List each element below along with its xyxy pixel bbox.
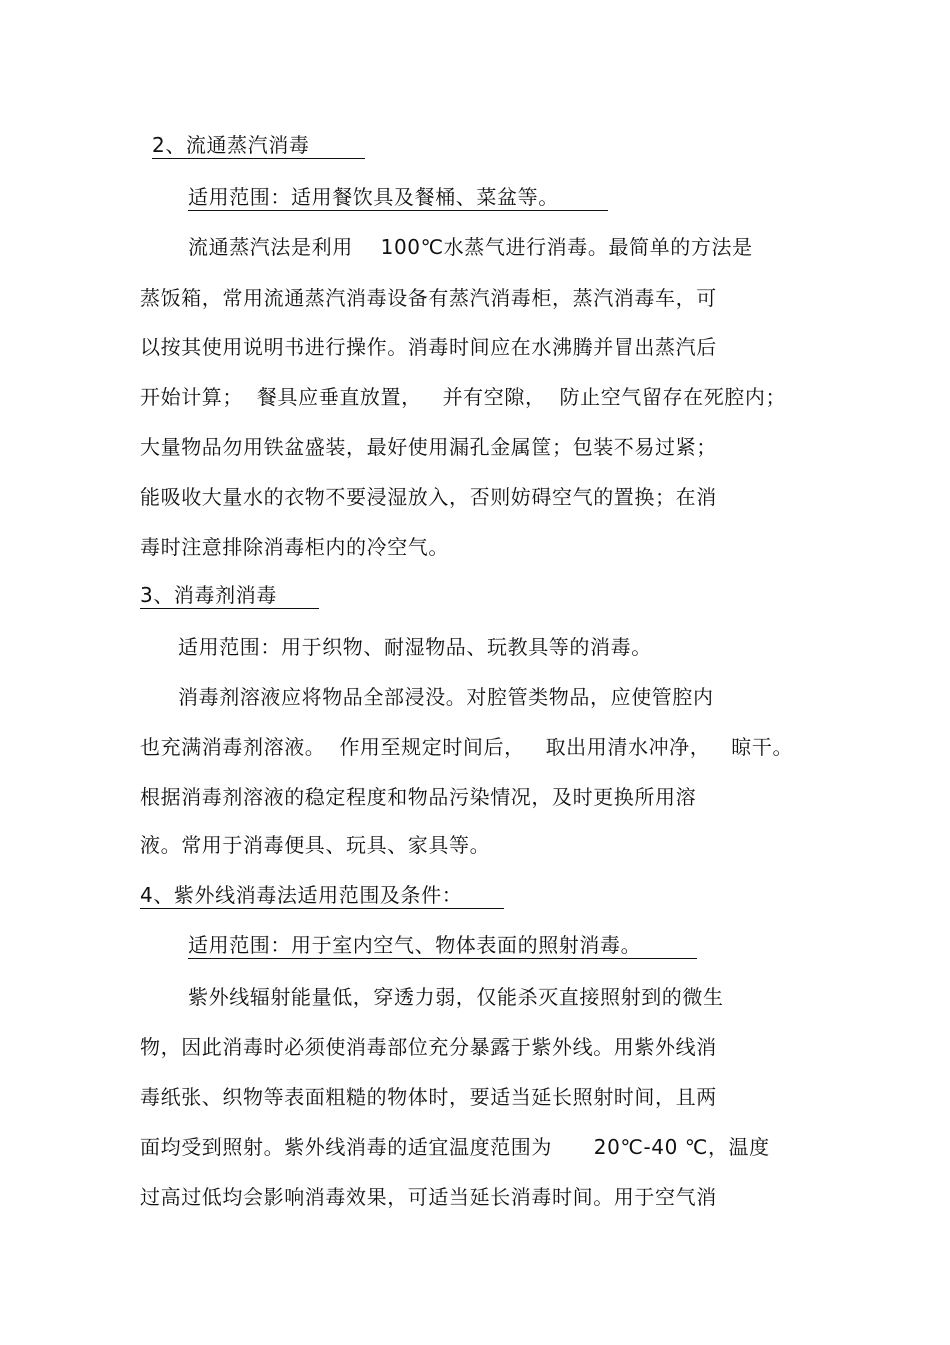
- paragraph-line: 蒸饭箱，常用流通蒸汽消毒设备有蒸汽消毒柜，蒸汽消毒车，可: [140, 286, 717, 310]
- paragraph-line: 根据消毒剂溶液的稳定程度和物品污染情况，及时更换所用溶: [140, 785, 697, 809]
- heading-underline-tail: [462, 882, 504, 909]
- section-heading-uv: [140, 882, 504, 909]
- heading-text: 2、流通蒸汽消毒: [152, 133, 310, 157]
- heading-underline-tail: [277, 582, 319, 609]
- scope-text: 适用范围：适用餐饮具及餐桶、菜盆等。: [188, 185, 559, 209]
- scope-uv: [188, 932, 697, 959]
- paragraph-line: 也充满消毒剂溶液。 作用至规定时间后， 取出用清水冲净， 晾干。: [140, 735, 794, 759]
- paragraph-line: 液。常用于消毒便具、玩具、家具等。: [140, 833, 491, 857]
- paragraph-line: 面均受到照射。紫外线消毒的适宜温度范围为 20℃-40 ℃，温度: [140, 1135, 770, 1159]
- paragraph-line: 流通蒸汽法是利用 100℃水蒸气进行消毒。最简单的方法是: [188, 235, 753, 259]
- paragraph-line: 开始计算； 餐具应垂直放置， 并有空隙， 防止空气留存在死腔内；: [140, 385, 787, 409]
- paragraph-line: 毒时注意排除消毒柜内的冷空气。: [140, 535, 449, 559]
- scope-disinfectant: 适用范围：用于织物、耐湿物品、玩教具等的消毒。: [178, 635, 652, 659]
- paragraph-line: 紫外线辐射能量低，穿透力弱，仅能杀灭直接照射到的微生: [188, 985, 724, 1009]
- heading-text: 3、消毒剂消毒: [140, 583, 277, 607]
- paragraph-line: 以按其使用说明书进行操作。消毒时间应在水沸腾并冒出蒸汽后: [140, 335, 717, 359]
- scope-steam: [188, 184, 608, 211]
- paragraph-line: 物，因此消毒时必须使消毒部位充分暴露于紫外线。用紫外线消: [140, 1035, 717, 1059]
- paragraph-line: 能吸收大量水的衣物不要浸湿放入，否则妨碍空气的置换；在消: [140, 485, 717, 509]
- scope-text: 适用范围：用于室内空气、物体表面的照射消毒。: [188, 933, 642, 957]
- section-heading-steam: [152, 132, 365, 159]
- heading-underline-tail: [310, 132, 366, 159]
- scope-underline-tail: [559, 184, 608, 211]
- section-heading-disinfectant: [140, 582, 319, 609]
- scope-underline-tail: [641, 932, 697, 959]
- paragraph-line: 过高过低均会影响消毒效果，可适当延长消毒时间。用于空气消: [140, 1185, 717, 1209]
- paragraph-line: 大量物品勿用铁盆盛装，最好使用漏孔金属筐；包装不易过紧；: [140, 435, 717, 459]
- paragraph-line: 消毒剂溶液应将物品全部浸没。对腔管类物品，应使管腔内: [178, 685, 714, 709]
- paragraph-line: 毒纸张、织物等表面粗糙的物体时，要适当延长照射时间，且两: [140, 1085, 717, 1109]
- heading-text: 4、紫外线消毒法适用范围及条件：: [140, 883, 463, 907]
